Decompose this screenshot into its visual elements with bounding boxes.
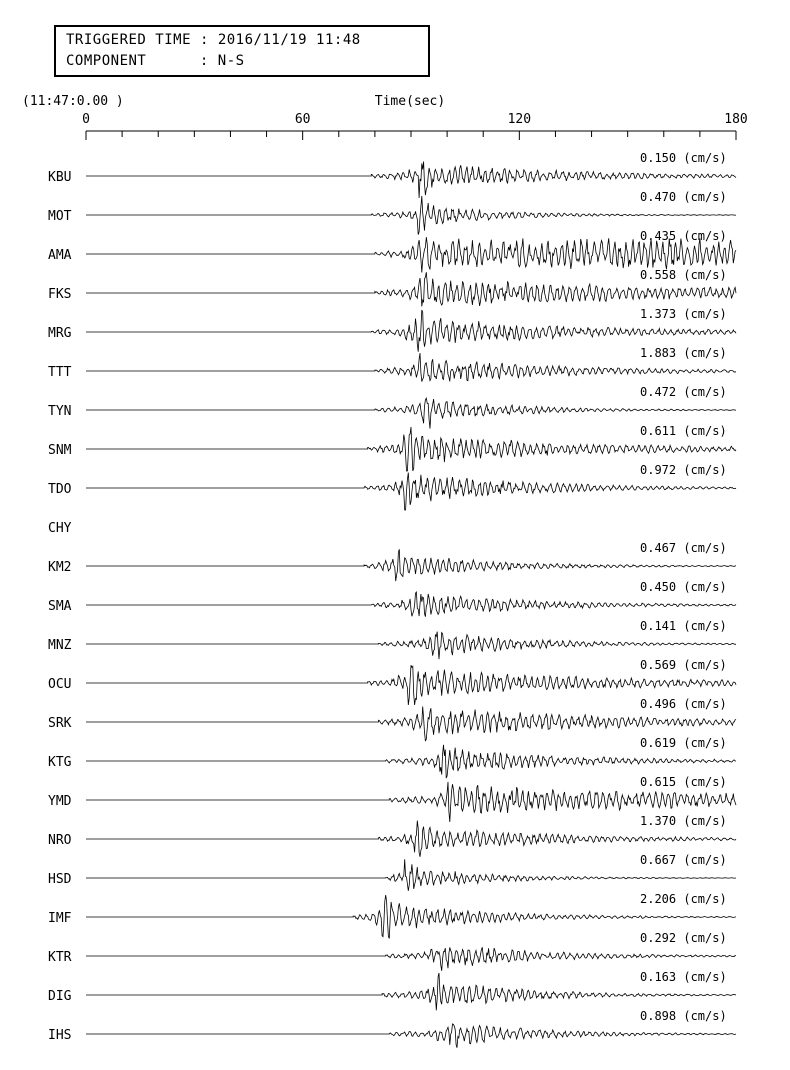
station-ama: [48, 229, 736, 273]
station-ocu: [48, 658, 736, 705]
peak-amplitude-label: 2.206 (cm/s): [640, 892, 727, 906]
waveform-trace: [86, 353, 736, 382]
station-kbu: [48, 151, 736, 198]
waveform-trace: [86, 665, 736, 705]
waveform-trace: [86, 398, 736, 428]
station-label: MNZ: [48, 638, 72, 653]
station-label: TYN: [48, 404, 72, 419]
time-axis: [82, 112, 748, 140]
peak-amplitude-label: 0.667 (cm/s): [640, 853, 727, 867]
station-label: TDO: [48, 482, 72, 497]
waveform-trace: [86, 237, 736, 272]
peak-amplitude-label: 1.883 (cm/s): [640, 346, 727, 360]
waveform-trace: [86, 782, 736, 822]
waveform-trace: [86, 427, 736, 471]
peak-amplitude-label: 1.370 (cm/s): [640, 814, 727, 828]
station-hsd: [48, 853, 736, 891]
component-label: COMPONENT: [66, 53, 147, 69]
station-ihs: [48, 1009, 736, 1048]
peak-amplitude-label: 0.472 (cm/s): [640, 385, 727, 399]
station-label: SMA: [48, 599, 72, 614]
station-ktr: [48, 931, 736, 971]
peak-amplitude-label: 0.898 (cm/s): [640, 1009, 727, 1023]
waveform-trace: [86, 632, 736, 660]
peak-amplitude-label: 0.292 (cm/s): [640, 931, 727, 945]
waveform-trace: [86, 973, 736, 1010]
station-label: CHY: [48, 521, 72, 536]
waveform-trace: [86, 592, 736, 617]
station-label: SRK: [48, 716, 72, 731]
station-label: FKS: [48, 287, 72, 302]
peak-amplitude-label: 0.558 (cm/s): [640, 268, 727, 282]
station-mot: [48, 190, 736, 235]
peak-amplitude-label: 0.163 (cm/s): [640, 970, 727, 984]
waveform-trace: [86, 1024, 736, 1048]
station-label: HSD: [48, 872, 72, 887]
station-ymd: [48, 775, 736, 822]
start-time-label: (11:47:0.00 ): [22, 94, 124, 109]
station-label: MOT: [48, 209, 72, 224]
peak-amplitude-label: 0.972 (cm/s): [640, 463, 727, 477]
peak-amplitude-label: 0.141 (cm/s): [640, 619, 727, 633]
station-label: IHS: [48, 1028, 72, 1043]
peak-amplitude-label: 0.569 (cm/s): [640, 658, 727, 672]
waveform-trace: [86, 272, 736, 306]
station-mnz: [48, 619, 736, 659]
station-label: NRO: [48, 833, 72, 848]
station-label: MRG: [48, 326, 72, 341]
peak-amplitude-label: 0.450 (cm/s): [640, 580, 727, 594]
station-chy: [48, 521, 72, 536]
trigger-time-label: TRIGGERED TIME: [66, 32, 192, 48]
waveform-trace: [86, 859, 736, 891]
station-label: IMF: [48, 911, 72, 926]
station-label: KBU: [48, 170, 72, 185]
station-tdo: [48, 463, 736, 510]
station-fks: [48, 268, 736, 306]
station-label: OCU: [48, 677, 72, 692]
trigger-time-row: TRIGGERED TIME : 2016/11/19 11:48: [66, 32, 361, 48]
station-traces: [48, 151, 736, 1048]
peak-amplitude-label: 1.373 (cm/s): [640, 307, 727, 321]
peak-amplitude-label: 0.435 (cm/s): [640, 229, 727, 243]
station-ttt: [48, 346, 736, 382]
station-label: KTG: [48, 755, 72, 770]
station-mrg: [48, 307, 736, 352]
station-label: DIG: [48, 989, 72, 1004]
station-srk: [48, 697, 736, 741]
station-sma: [48, 580, 736, 617]
waveform-trace: [86, 821, 736, 857]
waveform-trace: [86, 895, 736, 939]
station-label: KTR: [48, 950, 72, 965]
peak-amplitude-label: 0.615 (cm/s): [640, 775, 727, 789]
waveform-trace: [86, 162, 736, 199]
station-label: TTT: [48, 365, 72, 380]
waveform-trace: [86, 310, 736, 352]
waveform-trace: [86, 947, 736, 971]
station-label: SNM: [48, 443, 72, 458]
station-tyn: [48, 385, 736, 429]
waveform-trace: [86, 549, 736, 581]
station-nro: [48, 814, 736, 857]
station-snm: [48, 424, 736, 471]
station-label: KM2: [48, 560, 72, 575]
component-value: N-S: [217, 53, 245, 69]
station-dig: [48, 970, 736, 1010]
station-label: AMA: [48, 248, 72, 263]
time-tick-label: 120: [507, 112, 532, 127]
station-imf: [48, 892, 736, 939]
waveform-trace: [86, 745, 736, 778]
station-ktg: [48, 736, 736, 778]
time-tick-label: 0: [82, 112, 90, 127]
station-km2: [48, 541, 736, 581]
x-axis-title: Time(sec): [374, 94, 446, 109]
time-tick-label: 60: [294, 112, 311, 127]
station-label: YMD: [48, 794, 72, 809]
peak-amplitude-label: 0.470 (cm/s): [640, 190, 727, 204]
waveform-trace: [86, 196, 736, 235]
waveform-trace: [86, 707, 736, 742]
waveform-trace: [86, 473, 736, 510]
component-row: COMPONENT : N-S: [66, 53, 245, 69]
peak-amplitude-label: 0.619 (cm/s): [640, 736, 727, 750]
peak-amplitude-label: 0.496 (cm/s): [640, 697, 727, 711]
peak-amplitude-label: 0.150 (cm/s): [640, 151, 727, 165]
time-tick-label: 180: [724, 112, 748, 127]
peak-amplitude-label: 0.467 (cm/s): [640, 541, 727, 555]
trigger-time-value: 2016/11/19 11:48: [217, 32, 361, 48]
peak-amplitude-label: 0.611 (cm/s): [640, 424, 727, 438]
